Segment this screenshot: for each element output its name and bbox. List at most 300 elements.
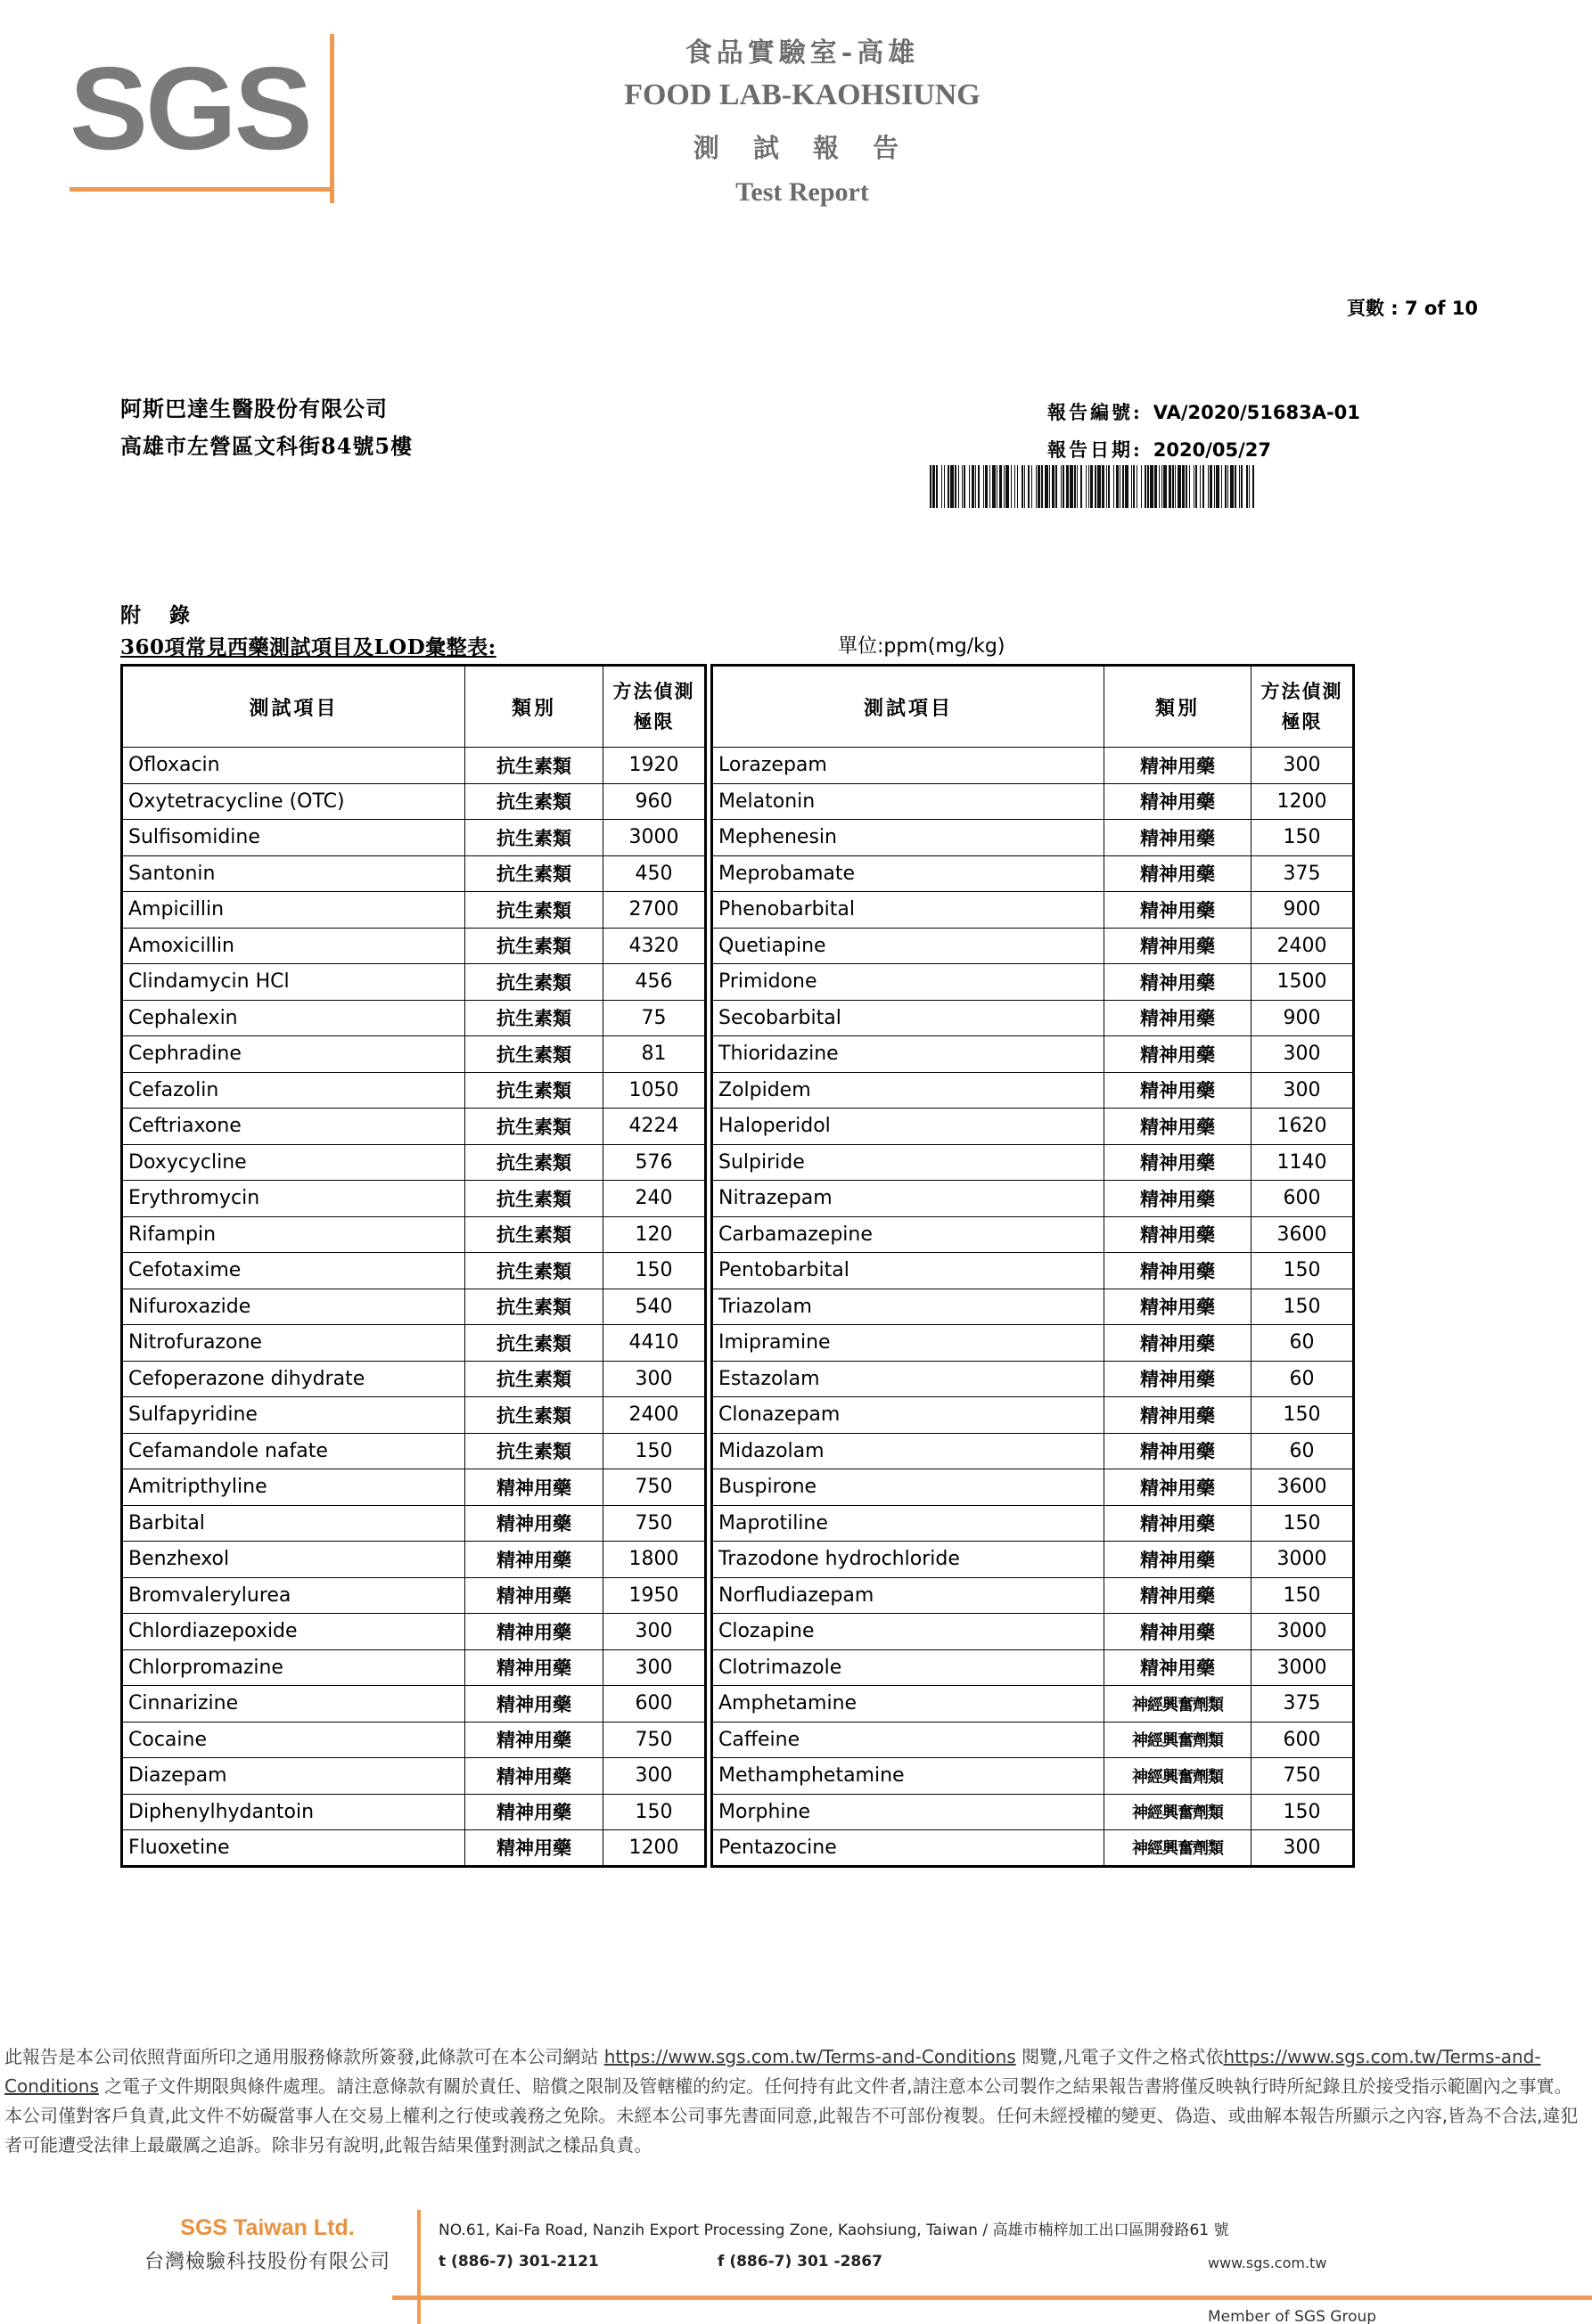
cell-lod: 900 (1251, 1000, 1354, 1036)
cell-test-item: Triazolam (712, 1289, 1104, 1325)
cell-lod: 2400 (1251, 928, 1354, 964)
cell-lod: 300 (603, 1758, 706, 1795)
lab-name-cn: 食品實驗室-高雄 (685, 37, 920, 69)
cell-lod: 150 (603, 1433, 706, 1469)
cell-test-item: Cefazolin (122, 1072, 465, 1109)
cell-lod: 1800 (603, 1542, 706, 1578)
cell-category: 精神用藥 (465, 1686, 603, 1723)
cell-category: 精神用藥 (1104, 1542, 1251, 1578)
cell-lod: 3600 (1251, 1469, 1354, 1506)
cell-category: 抗生素類 (465, 1072, 603, 1109)
unit-label: 單位:ppm(mg/kg) (838, 635, 1005, 658)
cell-category: 抗生素類 (465, 1109, 603, 1145)
cell-category: 精神用藥 (465, 1758, 603, 1795)
footer-telephone: t (886-7) 301-2121 (439, 2253, 599, 2271)
table-row (122, 1722, 706, 1758)
footer-company-cn: 台灣檢驗科技股份有限公司 (144, 2251, 390, 2273)
table-row (712, 1109, 1354, 1145)
cell-category: 神經興奮劑類 (1104, 1686, 1251, 1723)
cell-category: 精神用藥 (465, 1830, 603, 1867)
cell-lod: 81 (603, 1036, 706, 1073)
report-date-label: 報告日期: (1047, 438, 1143, 461)
cell-category: 精神用藥 (1104, 1072, 1251, 1109)
cell-test-item: Clotrimazole (712, 1649, 1104, 1686)
table-row (122, 1505, 706, 1542)
cell-category: 精神用藥 (1104, 855, 1251, 892)
cell-lod: 1920 (603, 748, 706, 784)
cell-lod: 300 (1251, 748, 1354, 784)
cell-test-item: Meprobamate (712, 855, 1104, 892)
cell-lod: 240 (603, 1181, 706, 1217)
cell-test-item: Norfludiazepam (712, 1577, 1104, 1614)
table-row (122, 928, 706, 964)
report-barcode (930, 465, 1473, 508)
lab-name-en: FOOD LAB-KAOHSIUNG (624, 78, 981, 111)
customer-address: 高雄市左營區文科街84號5樓 (120, 433, 414, 459)
cell-category: 精神用藥 (1104, 1397, 1251, 1434)
cell-lod: 600 (1251, 1722, 1354, 1758)
cell-lod: 750 (1251, 1758, 1354, 1795)
cell-lod: 150 (1251, 1253, 1354, 1289)
report-meta-block (1047, 394, 1360, 469)
report-title-block (570, 30, 1034, 208)
cell-category: 精神用藥 (465, 1577, 603, 1614)
report-number-value: VA/2020/51683A-01 (1153, 402, 1360, 423)
cell-lod: 4320 (603, 928, 706, 964)
table-row (122, 855, 706, 892)
cell-test-item: Phenobarbital (712, 892, 1104, 929)
cell-test-item: Sulfapyridine (122, 1397, 465, 1434)
report-number-label: 報告編號: (1047, 401, 1143, 423)
cell-category: 精神用藥 (1104, 1144, 1251, 1181)
table-header-row-left (122, 666, 706, 748)
cell-test-item: Zolpidem (712, 1072, 1104, 1109)
table-row (122, 892, 706, 929)
cell-category: 精神用藥 (1104, 1109, 1251, 1145)
cell-lod: 576 (603, 1144, 706, 1181)
table-row (122, 1577, 706, 1614)
cell-test-item: Clindamycin HCl (122, 964, 465, 1001)
cell-test-item: Ceftriaxone (122, 1109, 465, 1145)
table-row (712, 1253, 1354, 1289)
cell-lod: 900 (1251, 892, 1354, 929)
cell-test-item: Morphine (712, 1794, 1104, 1830)
cell-lod: 150 (1251, 1794, 1354, 1830)
cell-test-item: Nifuroxazide (122, 1289, 465, 1325)
cell-test-item: Melatonin (712, 783, 1104, 820)
cell-category: 抗生素類 (465, 1361, 603, 1397)
table-row (712, 1181, 1354, 1217)
table-row (122, 1542, 706, 1578)
table-row (122, 1325, 706, 1362)
table-row (122, 1614, 706, 1650)
table-row (712, 783, 1354, 820)
cell-category: 精神用藥 (1104, 820, 1251, 856)
table-row (712, 1000, 1354, 1036)
footer-company-en: SGS Taiwan Ltd. (180, 2215, 355, 2240)
table-row (122, 1072, 706, 1109)
cell-test-item: Cefotaxime (122, 1253, 465, 1289)
cell-test-item: Rifampin (122, 1216, 465, 1253)
header-lod-right-line2: 極限 (1281, 710, 1323, 732)
cell-test-item: Oxytetracycline (OTC) (122, 783, 465, 820)
cell-category: 精神用藥 (1104, 1649, 1251, 1686)
cell-category: 精神用藥 (1104, 1000, 1251, 1036)
table-row (122, 1397, 706, 1434)
cell-lod: 300 (1251, 1072, 1354, 1109)
cell-category: 神經興奮劑類 (1104, 1794, 1251, 1830)
cell-category: 精神用藥 (1104, 892, 1251, 929)
cell-test-item: Imipramine (712, 1325, 1104, 1362)
cell-lod: 3000 (1251, 1542, 1354, 1578)
cell-test-item: Nitrofurazone (122, 1325, 465, 1362)
table-row (712, 748, 1354, 784)
table-row (122, 1794, 706, 1830)
table-row (712, 820, 1354, 856)
cell-lod: 60 (1251, 1433, 1354, 1469)
cell-lod: 150 (1251, 1505, 1354, 1542)
table-row (122, 1469, 706, 1506)
cell-category: 精神用藥 (1104, 928, 1251, 964)
cell-test-item: Sulfisomidine (122, 820, 465, 856)
report-date-value: 2020/05/27 (1153, 439, 1271, 461)
cell-test-item: Maprotiline (712, 1505, 1104, 1542)
cell-test-item: Bromvalerylurea (122, 1577, 465, 1614)
cell-test-item: Lorazepam (712, 748, 1104, 784)
cell-category: 精神用藥 (1104, 1289, 1251, 1325)
table-row (712, 1216, 1354, 1253)
cell-lod: 1500 (1251, 964, 1354, 1001)
cell-lod: 1050 (603, 1072, 706, 1109)
footer-horizontal-rule (392, 2295, 1592, 2300)
cell-test-item: Benzhexol (122, 1542, 465, 1578)
cell-test-item: Sulpiride (712, 1144, 1104, 1181)
footer-member-note: Member of SGS Group (1208, 2308, 1377, 2324)
cell-category: 精神用藥 (1104, 1577, 1251, 1614)
cell-category: 精神用藥 (1104, 1253, 1251, 1289)
cell-lod: 1620 (1251, 1109, 1354, 1145)
cell-test-item: Amphetamine (712, 1686, 1104, 1723)
cell-lod: 450 (603, 855, 706, 892)
cell-test-item: Midazolam (712, 1433, 1104, 1469)
cell-lod: 3000 (1251, 1614, 1354, 1650)
cell-category: 精神用藥 (465, 1649, 603, 1686)
disclaimer-text (4, 2042, 1588, 2160)
terms-link-2[interactable]: https://www.sgs.com.tw/Terms-and-Conditions (4, 2046, 1541, 2097)
table-row (712, 1614, 1354, 1650)
cell-test-item: Mephenesin (712, 820, 1104, 856)
footer-website[interactable]: www.sgs.com.tw (1208, 2254, 1327, 2271)
header-lod-left (603, 666, 706, 748)
table-row (122, 1216, 706, 1253)
header-item-right: 測試項目 (712, 666, 1104, 748)
table-row (122, 1289, 706, 1325)
cell-category: 神經興奮劑類 (1104, 1830, 1251, 1867)
cell-test-item: Haloperidol (712, 1109, 1104, 1145)
page-number: 頁數 : 7 of 10 (1346, 298, 1478, 319)
table-row (712, 1577, 1354, 1614)
cell-lod: 300 (603, 1361, 706, 1397)
cell-lod: 4410 (603, 1325, 706, 1362)
cell-test-item: Primidone (712, 964, 1104, 1001)
appendix-label: 附 錄 (120, 603, 201, 627)
table-row (122, 1144, 706, 1181)
cell-lod: 600 (603, 1686, 706, 1723)
cell-category: 精神用藥 (1104, 1614, 1251, 1650)
cell-lod: 2700 (603, 892, 706, 929)
lod-table-left (120, 664, 707, 1868)
cell-category: 精神用藥 (1104, 1433, 1251, 1469)
cell-category: 抗生素類 (465, 1144, 603, 1181)
cell-test-item: Diazepam (122, 1758, 465, 1795)
cell-category: 精神用藥 (1104, 1325, 1251, 1362)
cell-test-item: Carbamazepine (712, 1216, 1104, 1253)
cell-category: 神經興奮劑類 (1104, 1758, 1251, 1795)
cell-category: 精神用藥 (465, 1794, 603, 1830)
logo-horizontal-rule (70, 187, 332, 192)
sgs-logo-text: SGS (70, 43, 310, 174)
table-row (122, 1686, 706, 1723)
sgs-logo (70, 34, 346, 203)
cell-lod: 150 (1251, 820, 1354, 856)
table-header-row-right (712, 666, 1354, 748)
disclaimer-part-2: 閱覽,凡電子文件之格式依 (1015, 2046, 1224, 2067)
cell-lod: 150 (1251, 1397, 1354, 1434)
logo-vertical-rule (330, 34, 334, 203)
cell-category: 抗生素類 (465, 1036, 603, 1073)
appendix-title: 360項常見西藥測試項目及LOD彙整表: (120, 635, 496, 659)
cell-test-item: Erythromycin (122, 1181, 465, 1217)
cell-test-item: Chlordiazepoxide (122, 1614, 465, 1650)
cell-test-item: Caffeine (712, 1722, 1104, 1758)
table-row (712, 1830, 1354, 1867)
table-row (712, 1036, 1354, 1073)
table-row (122, 1000, 706, 1036)
cell-category: 抗生素類 (465, 748, 603, 784)
cell-test-item: Pentobarbital (712, 1253, 1104, 1289)
table-row (122, 783, 706, 820)
cell-lod: 150 (1251, 1577, 1354, 1614)
cell-test-item: Clozapine (712, 1614, 1104, 1650)
table-row (122, 1109, 706, 1145)
cell-category: 抗生素類 (465, 1216, 603, 1253)
cell-test-item: Barbital (122, 1505, 465, 1542)
cell-lod: 750 (603, 1505, 706, 1542)
cell-test-item: Chlorpromazine (122, 1649, 465, 1686)
cell-category: 抗生素類 (465, 1433, 603, 1469)
cell-lod: 4224 (603, 1109, 706, 1145)
cell-category: 精神用藥 (1104, 748, 1251, 784)
table-row (712, 855, 1354, 892)
header-lod-left-line2: 極限 (633, 710, 675, 732)
cell-lod: 540 (603, 1289, 706, 1325)
cell-lod: 1200 (1251, 783, 1354, 820)
cell-category: 精神用藥 (1104, 1361, 1251, 1397)
cell-lod: 300 (603, 1649, 706, 1686)
cell-test-item: Cinnarizine (122, 1686, 465, 1723)
table-row (122, 1181, 706, 1217)
table-row (712, 1794, 1354, 1830)
table-row (122, 1830, 706, 1867)
cell-test-item: Fluoxetine (122, 1830, 465, 1867)
cell-lod: 750 (603, 1469, 706, 1506)
table-row (712, 928, 1354, 964)
header-lod-left-line1: 方法偵測 (612, 680, 695, 702)
cell-category: 精神用藥 (1104, 1181, 1251, 1217)
table-row (712, 1649, 1354, 1686)
lod-summary-table (120, 664, 1471, 1868)
table-row (712, 1505, 1354, 1542)
table-row (712, 1433, 1354, 1469)
footer-fax: f (886-7) 301 -2867 (718, 2253, 882, 2271)
cell-lod: 750 (603, 1722, 706, 1758)
table-row (122, 1758, 706, 1795)
cell-test-item: Trazodone hydrochloride (712, 1542, 1104, 1578)
cell-test-item: Santonin (122, 855, 465, 892)
lod-table-right (710, 664, 1355, 1868)
cell-test-item: Buspirone (712, 1469, 1104, 1506)
cell-test-item: Clonazepam (712, 1397, 1104, 1434)
table-row (122, 1253, 706, 1289)
cell-category: 抗生素類 (465, 1253, 603, 1289)
cell-category: 抗生素類 (465, 783, 603, 820)
table-row (712, 1758, 1354, 1795)
cell-category: 抗生素類 (465, 1000, 603, 1036)
table-row (122, 1649, 706, 1686)
cell-lod: 300 (1251, 1036, 1354, 1073)
cell-test-item: Secobarbital (712, 1000, 1104, 1036)
cell-category: 精神用藥 (465, 1505, 603, 1542)
cell-test-item: Pentazocine (712, 1830, 1104, 1867)
cell-category: 抗生素類 (465, 1397, 603, 1434)
cell-lod: 3600 (1251, 1216, 1354, 1253)
table-row (122, 1036, 706, 1073)
cell-category: 抗生素類 (465, 1325, 603, 1362)
table-row (122, 748, 706, 784)
cell-test-item: Cephalexin (122, 1000, 465, 1036)
cell-lod: 60 (1251, 1325, 1354, 1362)
customer-name: 阿斯巴達生醫股份有限公司 (120, 396, 388, 421)
table-row (712, 1469, 1354, 1506)
cell-test-item: Amitripthyline (122, 1469, 465, 1506)
cell-category: 精神用藥 (465, 1614, 603, 1650)
cell-category: 抗生素類 (465, 1181, 603, 1217)
cell-lod: 150 (603, 1253, 706, 1289)
table-row (122, 1433, 706, 1469)
cell-lod: 150 (603, 1794, 706, 1830)
cell-lod: 3000 (603, 820, 706, 856)
cell-category: 神經興奮劑類 (1104, 1722, 1251, 1758)
cell-lod: 960 (603, 783, 706, 820)
report-number-row (1047, 394, 1360, 431)
report-date-row (1047, 431, 1360, 469)
header-category-left: 類別 (465, 666, 603, 748)
cell-test-item: Cefamandole nafate (122, 1433, 465, 1469)
cell-test-item: Ofloxacin (122, 748, 465, 784)
cell-category: 精神用藥 (465, 1469, 603, 1506)
cell-lod: 150 (1251, 1289, 1354, 1325)
header-item-left: 測試項目 (122, 666, 465, 748)
cell-lod: 300 (1251, 1830, 1354, 1867)
cell-category: 抗生素類 (465, 964, 603, 1001)
table-row (712, 1325, 1354, 1362)
header-category-right: 類別 (1104, 666, 1251, 748)
disclaimer-part-1: 此報告是本公司依照背面所印之通用服務條款所簽發,此條款可在本公司網站 (4, 2046, 604, 2067)
cell-test-item: Methamphetamine (712, 1758, 1104, 1795)
cell-category: 精神用藥 (1104, 1036, 1251, 1073)
table-row (712, 1686, 1354, 1723)
cell-category: 精神用藥 (1104, 1505, 1251, 1542)
cell-lod: 456 (603, 964, 706, 1001)
cell-category: 精神用藥 (465, 1542, 603, 1578)
cell-category: 精神用藥 (1104, 1216, 1251, 1253)
cell-lod: 1950 (603, 1577, 706, 1614)
table-row (122, 964, 706, 1001)
cell-lod: 375 (1251, 855, 1354, 892)
cell-lod: 2400 (603, 1397, 706, 1434)
table-row (712, 1144, 1354, 1181)
cell-lod: 3000 (1251, 1649, 1354, 1686)
cell-category: 抗生素類 (465, 820, 603, 856)
cell-lod: 300 (603, 1614, 706, 1650)
cell-category: 精神用藥 (1104, 964, 1251, 1001)
footer-address: NO.61, Kai-Fa Road, Nanzih Export Processing Zone, Kaohsiung, Taiwan / 高雄市楠梓加工出口區開發路61 號 (439, 2222, 1229, 2239)
cell-test-item: Quetiapine (712, 928, 1104, 964)
terms-link-1[interactable]: https://www.sgs.com.tw/Terms-and-Conditions (603, 2046, 1016, 2067)
cell-lod: 600 (1251, 1181, 1354, 1217)
page-footer (0, 2208, 1592, 2324)
cell-category: 抗生素類 (465, 855, 603, 892)
cell-category: 精神用藥 (1104, 783, 1251, 820)
cell-test-item: Estazolam (712, 1361, 1104, 1397)
cell-lod: 120 (603, 1216, 706, 1253)
cell-test-item: Doxycycline (122, 1144, 465, 1181)
header-lod-right (1251, 666, 1354, 748)
report-title-cn: 測 試 報 告 (693, 133, 912, 163)
cell-test-item: Cephradine (122, 1036, 465, 1073)
table-row (122, 1361, 706, 1397)
cell-test-item: Thioridazine (712, 1036, 1104, 1073)
table-row (712, 1361, 1354, 1397)
cell-category: 抗生素類 (465, 928, 603, 964)
cell-lod: 60 (1251, 1361, 1354, 1397)
cell-test-item: Diphenylhydantoin (122, 1794, 465, 1830)
table-row (712, 964, 1354, 1001)
cell-category: 抗生素類 (465, 1289, 603, 1325)
cell-lod: 1200 (603, 1830, 706, 1867)
cell-test-item: Ampicillin (122, 892, 465, 929)
cell-test-item: Cefoperazone dihydrate (122, 1361, 465, 1397)
header-lod-right-line1: 方法偵測 (1260, 680, 1343, 702)
table-row (122, 820, 706, 856)
table-row (712, 1289, 1354, 1325)
customer-block (120, 390, 413, 465)
table-row (712, 892, 1354, 929)
cell-category: 精神用藥 (465, 1722, 603, 1758)
report-title-en: Test Report (735, 177, 869, 207)
cell-lod: 375 (1251, 1686, 1354, 1723)
footer-company-block (125, 2215, 410, 2274)
disclaimer-part-3: 之電子文件期限與條件處理。請注意條款有關於責任、賠償之限制及管轄權的約定。任何持有此文件者,請注意本公司製作之結果報告書將僅反映執行時所紀錄且於接受指示範圍內之事實。本公司僅對客戶負責,此文件不妨礙當事人在交易上權利之行使或義務之免除。未經本公司事先書面同意,此報告不可部份複製。任何未經授權的變更、偽造、或曲解本報告所顯示之內容,皆為不合法,違犯者可能遭受法律上最嚴厲之追訴。除非另有說明,此報告結果僅對測試之樣品負責。 (4, 2075, 1579, 2156)
footer-vertical-rule (417, 2210, 421, 2324)
cell-lod: 75 (603, 1000, 706, 1036)
cell-category: 精神用藥 (1104, 1469, 1251, 1506)
table-row (712, 1397, 1354, 1434)
cell-lod: 1140 (1251, 1144, 1354, 1181)
cell-category: 抗生素類 (465, 892, 603, 929)
cell-test-item: Amoxicillin (122, 928, 465, 964)
cell-test-item: Nitrazepam (712, 1181, 1104, 1217)
